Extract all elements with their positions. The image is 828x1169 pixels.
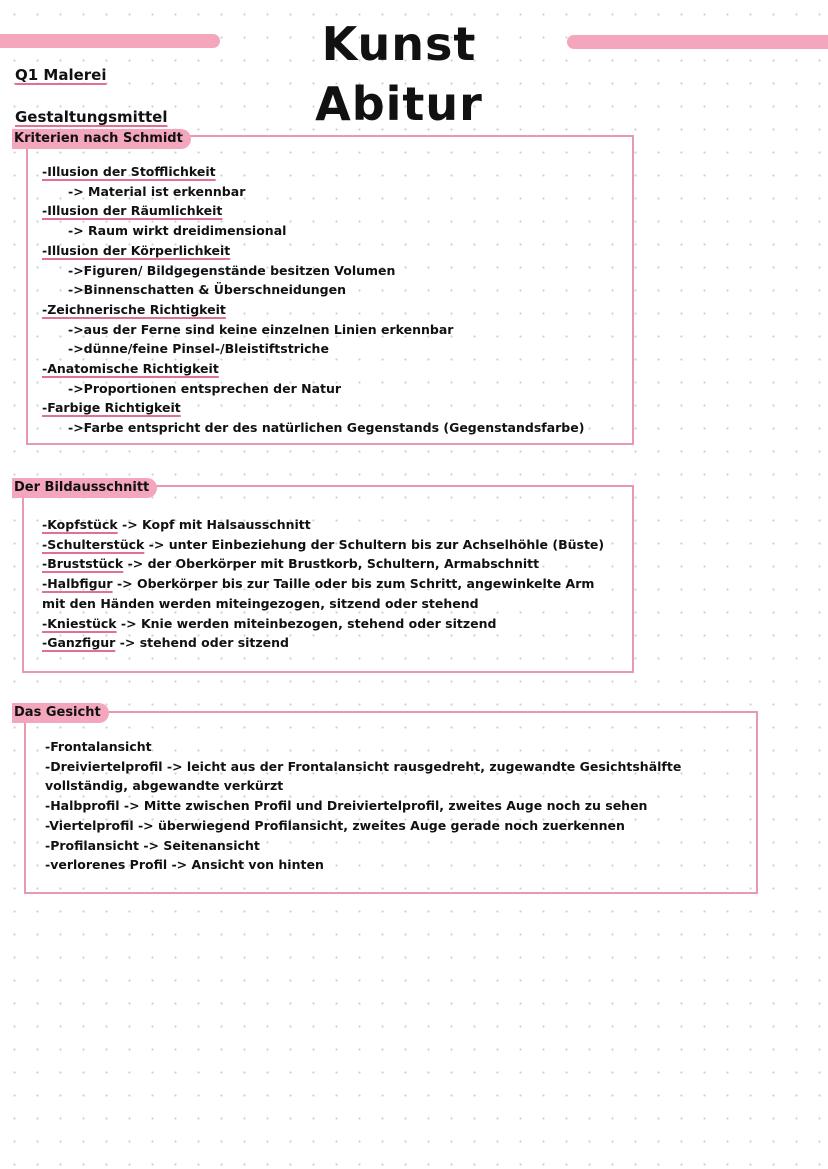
list-item: -Halbprofil -> Mitte zwischen Profil und Dreiviertelprofil, zweites Auge noch zu sehen <box>45 798 648 814</box>
list-item: -verlorenes Profil -> Ansicht von hinten <box>45 857 324 873</box>
list-item <box>42 515 604 535</box>
term: -Illusion der Körperlichkeit <box>42 242 231 258</box>
term: -Ganzfigur <box>42 635 116 651</box>
section-list-schmidt <box>42 162 584 438</box>
topic-heading: Gestaltungsmittel <box>15 108 168 126</box>
term: -Illusion der Stofflichkeit <box>42 164 216 179</box>
term: -Kniestück <box>42 615 117 631</box>
definition: -> der Oberkörper mit Brustkorb, Schultern, Armabschnitt <box>123 556 540 572</box>
list-item <box>42 162 584 182</box>
list-item <box>42 574 604 594</box>
definition: -> Knie werden miteinbezogen, stehend oder sitzend <box>116 615 497 631</box>
list-item: mit den Händen werden miteingezogen, sitzend oder stehend <box>42 595 479 611</box>
term: -Zeichnerische Richtigkeit <box>42 301 226 317</box>
title-bar-right <box>567 35 828 49</box>
list-item: ->aus der Ferne sind keine einzelnen Linien erkennbar <box>68 321 454 337</box>
term: -Illusion der Räumlichkeit <box>42 203 223 219</box>
definition: -> Kopf mit Halsausschnitt <box>117 517 311 532</box>
definition: -> Oberkörper bis zur Taille oder bis zum Schritt, angewinkelte Arm <box>112 576 595 592</box>
course-heading: Q1 Malerei <box>15 66 107 84</box>
section-list-bildausschnitt <box>42 515 604 653</box>
list-item <box>42 398 584 418</box>
section-title-gesicht: Das Gesicht <box>12 703 109 723</box>
list-item <box>42 614 604 634</box>
list-item <box>42 554 604 574</box>
list-item: -Viertelprofil -> überwiegend Profilansicht, zweites Auge gerade noch zuerkennen <box>45 817 625 833</box>
section-list-gesicht <box>45 737 681 875</box>
list-item: -Profilansicht -> Seitenansicht <box>45 837 260 853</box>
term: -Kopfstück <box>42 517 118 532</box>
term: -Farbige Richtigkeit <box>42 400 181 416</box>
list-item: vollständig, abgewandte verkürzt <box>45 778 284 794</box>
list-item <box>42 359 584 379</box>
definition: -> stehend oder sitzend <box>115 635 290 651</box>
list-item: ->Farbe entspricht der des natürlichen Gegenstands (Gegenstandsfarbe) <box>68 420 585 436</box>
list-item: -> Raum wirkt dreidimensional <box>68 223 287 239</box>
page-title: Kunst Abitur <box>315 17 483 131</box>
list-item: ->Binnenschatten & Überschneidungen <box>68 282 346 298</box>
definition: -> unter Einbeziehung der Schultern bis zur Achselhöhle (Büste) <box>144 536 605 552</box>
term: -Bruststück <box>42 556 124 572</box>
list-item: -> Material ist erkennbar <box>68 183 246 199</box>
section-title-schmidt: Kriterien nach Schmidt <box>12 129 191 149</box>
list-item <box>42 633 604 653</box>
list-item: -Frontalansicht <box>45 739 152 754</box>
list-item <box>42 300 584 320</box>
list-item <box>42 241 584 261</box>
term: -Halbfigur <box>42 576 113 592</box>
list-item: ->Proportionen entsprechen der Natur <box>68 380 342 396</box>
list-item <box>42 201 584 221</box>
list-item: ->dünne/feine Pinsel-/Bleistiftstriche <box>68 341 329 357</box>
section-title-bildausschnitt: Der Bildausschnitt <box>12 478 157 498</box>
title-bar-left <box>0 34 220 48</box>
term: -Schulterstück <box>42 536 145 552</box>
list-item <box>42 535 604 555</box>
list-item: ->Figuren/ Bildgegenstände besitzen Volumen <box>68 262 396 278</box>
list-item: -Dreiviertelprofil -> leicht aus der Frontalansicht rausgedreht, zugewandte Gesichtshälfte <box>45 758 682 774</box>
term: -Anatomische Richtigkeit <box>42 361 219 377</box>
